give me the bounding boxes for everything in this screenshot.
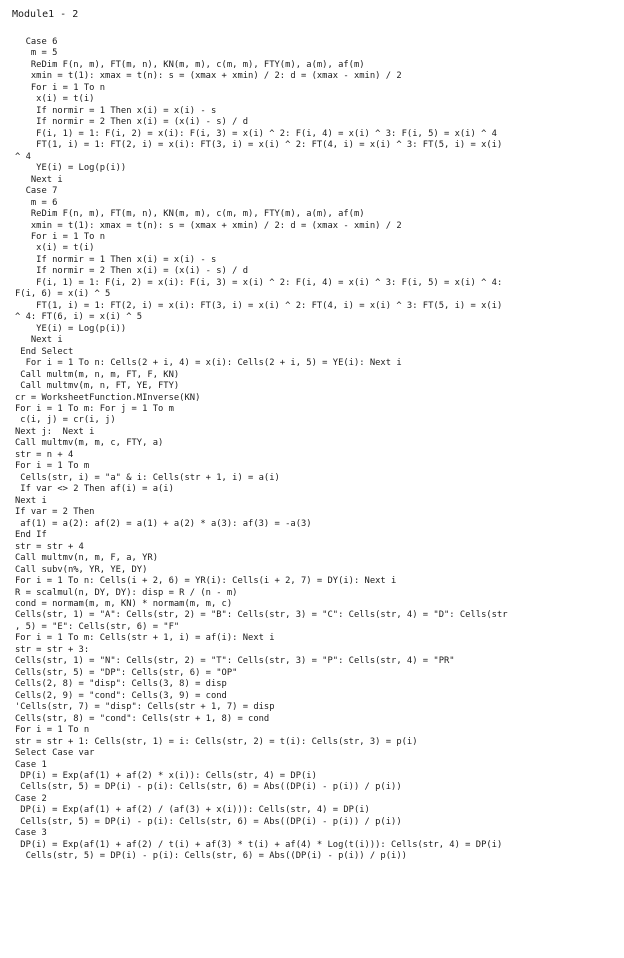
code-line: Case 1 [15, 759, 47, 770]
code-line: Next i [15, 335, 63, 346]
code-line: Cells(str, 8) = "cond": Cells(str + 1, 8) = cond [15, 713, 270, 724]
code-line: Next i [15, 495, 47, 506]
code-line: ^ 4 [15, 151, 31, 162]
code-line: , 5) = "E": Cells(str, 6) = "F" [15, 621, 180, 632]
code-line: Case 7 [15, 186, 58, 197]
code-line: xmin = t(1): xmax = t(n): s = (xmax + xmin) / 2: d = (xmax - xmin) / 2 [15, 71, 402, 82]
code-line: YE(i) = Log(p(i)) [15, 163, 127, 174]
code-line: For i = 1 To m: Cells(str + 1, i) = af(i): Next i [15, 633, 275, 644]
code-line: cr = WorksheetFunction.MInverse(KN) [15, 392, 201, 403]
code-line: YE(i) = Log(p(i)) [15, 323, 127, 334]
code-line: Next i [15, 174, 63, 185]
code-line: Cells(str, 5) = "DP": Cells(str, 6) = "OP" [15, 667, 238, 678]
code-line: Cells(str, 5) = DP(i) - p(i): Cells(str, 6) = Abs((DP(i) - p(i)) / p(i)) [15, 816, 402, 827]
code-line: cond = normam(m, m, KN) * normam(m, m, c) [15, 598, 233, 609]
code-line: Call subv(n%, YR, YE, DY) [15, 564, 148, 575]
code-line: af(1) = a(2): af(2) = a(1) + a(2) * a(3): af(3) = -a(3) [15, 518, 312, 529]
code-line: str = n + 4 [15, 449, 74, 460]
code-line: DP(i) = Exp(af(1) + af(2) * x(i)): Cells(str, 4) = DP(i) [15, 771, 317, 781]
code-line: x(i) = t(i) [15, 243, 95, 254]
code-line: m = 5 [15, 48, 58, 59]
code-line: If normir = 1 Then x(i) = x(i) - s [15, 105, 217, 116]
code-line: x(i) = t(i) [15, 94, 95, 105]
code-listing [15, 37, 621, 863]
code-line: ReDim F(n, m), FT(m, n), KN(m, m), c(m, m), FTY(m), a(m), af(m) [15, 209, 365, 220]
code-line: F(i, 1) = 1: F(i, 2) = x(i): F(i, 3) = x(i) ^ 2: F(i, 4) = x(i) ^ 3: F(i, 5) = x(i) ^ 4 [15, 128, 497, 139]
code-line: FT(1, i) = 1: FT(2, i) = x(i): FT(3, i) = x(i) ^ 2: FT(4, i) = x(i) ^ 3: FT(5, i) = x(i) [15, 300, 503, 311]
code-line: Case 3 [15, 828, 47, 839]
code-line: For i = 1 To n [15, 231, 106, 242]
code-line: F(i, 6) = x(i) ^ 5 [15, 289, 111, 300]
code-line: DP(i) = Exp(af(1) + af(2) / (af(3) + x(i))): Cells(str, 4) = DP(i) [15, 805, 370, 816]
code-line: str = str + 4 [15, 541, 84, 552]
code-line: R = scalmul(n, DY, DY): disp = R / (n - m) [15, 587, 238, 598]
code-line: Call multm(m, n, m, FT, F, KN) [15, 369, 180, 380]
code-line: Cells(2, 8) = "disp": Cells(3, 8) = disp [15, 679, 227, 690]
code-line: For i = 1 To n: Cells(2 + i, 4) = x(i): Cells(2 + i, 5) = YE(i): Next i [15, 358, 402, 369]
code-line: If var = 2 Then [15, 507, 95, 518]
code-line: str = str + 3: [15, 644, 90, 655]
code-line: For i = 1 To n [15, 82, 106, 93]
code-line: FT(1, i) = 1: FT(2, i) = x(i): FT(3, i) = x(i) ^ 2: FT(4, i) = x(i) ^ 3: FT(5, i) = x(i) [15, 140, 503, 151]
code-line: Next j: Next i [15, 426, 95, 437]
code-line: For i = 1 To m: For j = 1 To m [15, 404, 174, 414]
code-line: Call multmv(m, n, FT, YE, FTY) [15, 381, 180, 392]
code-line: If normir = 1 Then x(i) = x(i) - s [15, 254, 217, 265]
code-line: Cells(str, 1) = "N": Cells(str, 2) = "T": Cells(str, 3) = "P": Cells(str, 4) = "PR" [15, 656, 455, 667]
code-line: Cells(str, 1) = "A": Cells(str, 2) = "B": Cells(str, 3) = "C": Cells(str, 4) = "D": Cells(str [15, 610, 508, 621]
code-line: 'Cells(str, 7) = "disp": Cells(str + 1, 7) = disp [15, 702, 275, 713]
code-line: ReDim F(n, m), FT(m, n), KN(m, m), c(m, m), FTY(m), a(m), af(m) [15, 59, 365, 70]
code-line: Call multmv(n, m, F, a, YR) [15, 553, 158, 564]
code-line: xmin = t(1): xmax = t(n): s = (xmax + xmin) / 2: d = (xmax - xmin) / 2 [15, 220, 402, 231]
code-line: Select Case var [15, 748, 95, 759]
code-line: End Select [15, 346, 74, 357]
code-line: End If [15, 530, 47, 541]
code-line: Cells(2, 9) = "cond": Cells(3, 9) = cond [15, 690, 227, 701]
page-title: Module1 - 2 [12, 9, 79, 20]
code-line: For i = 1 To n [15, 725, 90, 736]
code-line: m = 6 [15, 197, 58, 208]
code-line: If normir = 2 Then x(i) = (x(i) - s) / d [15, 117, 249, 128]
code-line: Cells(str, 5) = DP(i) - p(i): Cells(str, 6) = Abs((DP(i) - p(i)) / p(i)) [15, 851, 407, 862]
code-line: Case 2 [15, 793, 47, 804]
code-line: Call multmv(m, m, c, FTY, a) [15, 438, 164, 449]
code-line: Cells(str, 5) = DP(i) - p(i): Cells(str, 6) = Abs((DP(i) - p(i)) / p(i)) [15, 782, 402, 793]
code-line: F(i, 1) = 1: F(i, 2) = x(i): F(i, 3) = x(i) ^ 2: F(i, 4) = x(i) ^ 3: F(i, 5) = x(i) ^ 4: [15, 277, 503, 288]
code-line: Case 6 [15, 37, 58, 47]
code-line: DP(i) = Exp(af(1) + af(2) / t(i) + af(3) * t(i) + af(4) * Log(t(i))): Cells(str, 4) = DP(i) [15, 839, 503, 850]
code-line: If normir = 2 Then x(i) = (x(i) - s) / d [15, 266, 249, 277]
code-line: str = str + 1: Cells(str, 1) = i: Cells(str, 2) = t(i): Cells(str, 3) = p(i) [15, 736, 418, 747]
code-line: For i = 1 To n: Cells(i + 2, 6) = YR(i): Cells(i + 2, 7) = DY(i): Next i [15, 576, 397, 587]
code-line: c(i, j) = cr(i, j) [15, 415, 116, 426]
code-line: Cells(str, i) = "a" & i: Cells(str + 1, i) = a(i) [15, 472, 280, 483]
code-line: If var <> 2 Then af(i) = a(i) [15, 484, 174, 495]
code-line: For i = 1 To m [15, 461, 90, 472]
code-line: ^ 4: FT(6, i) = x(i) ^ 5 [15, 312, 143, 323]
